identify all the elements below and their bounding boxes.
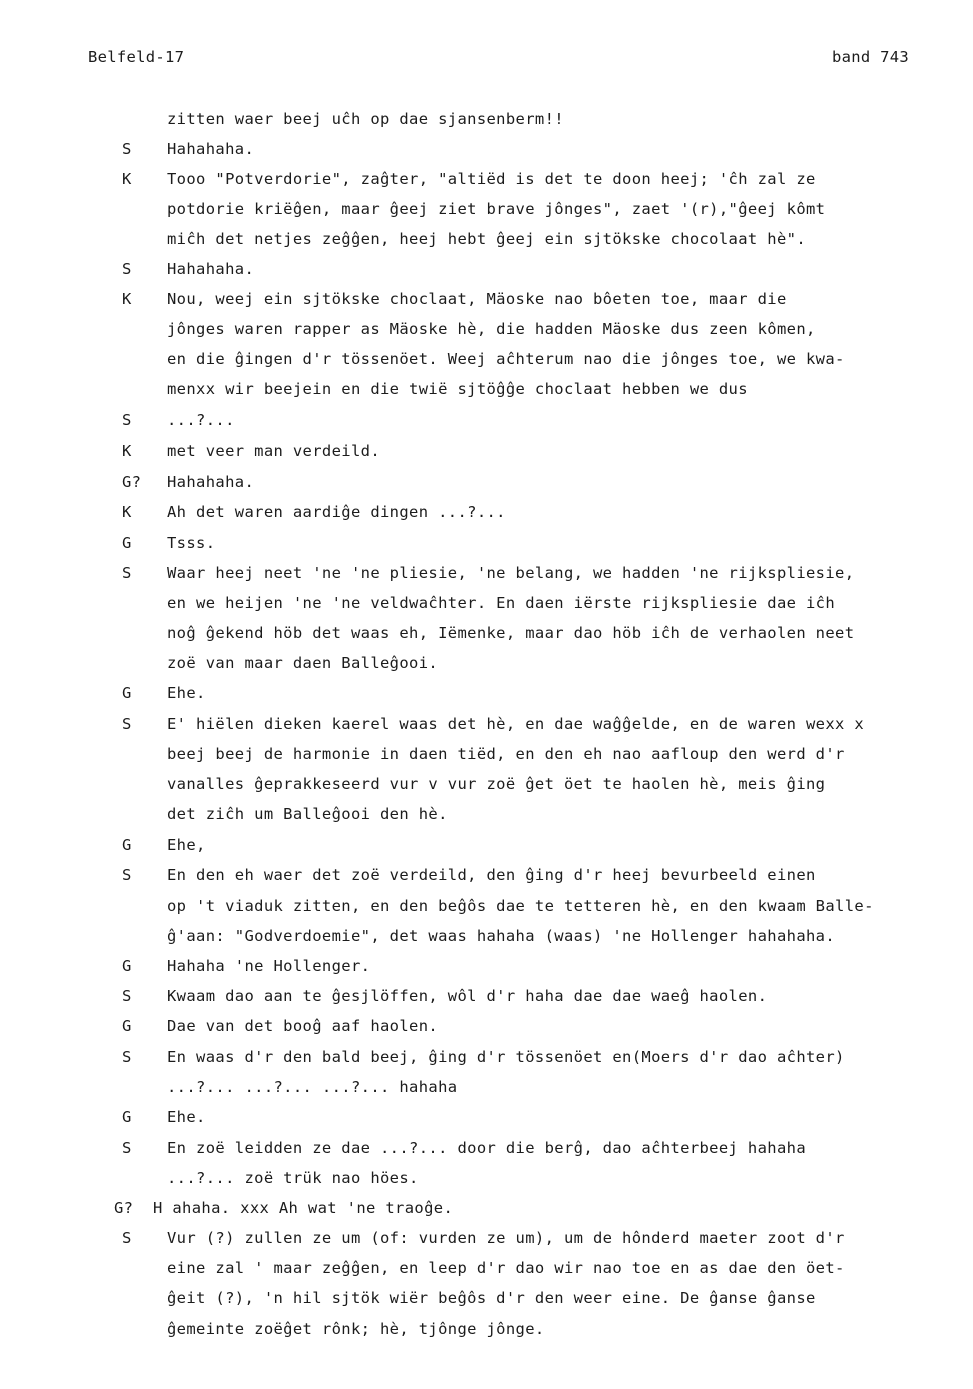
transcript-line bbox=[0, 745, 973, 775]
speaker-label: S bbox=[122, 866, 132, 884]
transcript-line bbox=[0, 897, 973, 927]
transcript-line bbox=[0, 836, 973, 866]
speaker-label: K bbox=[122, 442, 132, 460]
transcript-line bbox=[0, 411, 973, 441]
line-text: menxx wir beejein en die twië sjtöĝĝe choclaat hebben we dus bbox=[167, 380, 748, 398]
transcript-line bbox=[0, 775, 973, 805]
line-text: Hahahaha. bbox=[167, 260, 255, 278]
speaker-label: G bbox=[122, 1017, 132, 1035]
transcript-line bbox=[0, 957, 973, 987]
line-text: H ahaha. xxx Ah wat 'ne traoĝe. bbox=[153, 1199, 454, 1217]
line-text: Hahahaha. bbox=[167, 473, 255, 491]
line-text: Vur (?) zullen ze um (of: vurden ze um), um de hônderd maeter zoot d'r bbox=[167, 1229, 845, 1247]
line-text: E' hiëlen dieken kaerel waas det hè, en dae waĝĝelde, en de waren wexx x bbox=[167, 715, 865, 733]
speaker-label: S bbox=[122, 1229, 132, 1247]
transcript-line bbox=[0, 170, 973, 200]
line-text: en die ĝingen d'r tössenöet. Weej aĉhterum nao die jônges toe, we kwa- bbox=[167, 350, 845, 368]
line-text: ĝeit (?), 'n hil sjtök wiër beĝôs d'r den weer eine. De ĝanse ĝanse bbox=[167, 1289, 816, 1307]
line-text: Hahaha 'ne Hollenger. bbox=[167, 957, 371, 975]
line-text: vanalles ĝeprakkeseerd vur v vur zoë ĝet öet te haolen hè, meis ĝing bbox=[167, 775, 826, 793]
transcript-line bbox=[0, 380, 973, 410]
speaker-label: G bbox=[122, 836, 132, 854]
speaker-label: S bbox=[122, 1048, 132, 1066]
line-text: Ehe, bbox=[167, 836, 206, 854]
line-text: noĝ ĝekend höb det waas eh, Iëmenke, maar dao höb iĉh de verhaolen neet bbox=[167, 624, 855, 642]
speaker-label: G bbox=[122, 684, 132, 702]
transcript-line bbox=[0, 110, 973, 140]
transcript-line bbox=[0, 442, 973, 472]
line-text: En den eh waer det zoë verdeild, den ĝing d'r heej bevurbeeld einen bbox=[167, 866, 816, 884]
line-text: eine zal ' maar zeĝĝen, en leep d'r dao wir nao toe en as dae den öet- bbox=[167, 1259, 845, 1277]
transcript-line bbox=[0, 1169, 973, 1199]
transcript-line bbox=[0, 473, 973, 503]
transcript-line bbox=[0, 1108, 973, 1138]
transcript-line bbox=[0, 927, 973, 957]
line-text: Tooo "Potverdorie", zaĝter, "altiëd is det te doon heej; 'ĉh zal ze bbox=[167, 170, 816, 188]
line-text: Tsss. bbox=[167, 534, 216, 552]
line-text: Waar heej neet 'ne 'ne pliesie, 'ne belang, we hadden 'ne rijkspliesie, bbox=[167, 564, 855, 582]
line-text: ...?... ...?... ...?... hahaha bbox=[167, 1078, 458, 1096]
line-text: jônges waren rapper as Mäoske hè, die hadden Mäoske dus zeen kômen, bbox=[167, 320, 816, 338]
line-text: potdorie kriëĝen, maar ĝeej ziet brave jônges", zaet '(r),"ĝeej kômt bbox=[167, 200, 826, 218]
line-text: Ehe. bbox=[167, 684, 206, 702]
speaker-label: G? bbox=[114, 1199, 134, 1217]
speaker-label: G bbox=[122, 1108, 132, 1126]
transcript-line bbox=[0, 654, 973, 684]
line-text: zitten waer beej uĉh op dae sjansenberm!! bbox=[167, 110, 564, 128]
transcript-line bbox=[0, 230, 973, 260]
line-text: miĉh det netjes zeĝĝen, heej hebt ĝeej ein sjtökske chocolaat hè". bbox=[167, 230, 806, 248]
transcript-line bbox=[0, 1259, 973, 1289]
transcript-line bbox=[0, 503, 973, 533]
transcript-line bbox=[0, 564, 973, 594]
transcript-line bbox=[0, 1017, 973, 1047]
speaker-label: S bbox=[122, 140, 132, 158]
page-header-left: Belfeld-17 bbox=[88, 48, 185, 66]
line-text: ...?... zoë trük nao höes. bbox=[167, 1169, 419, 1187]
transcript-line bbox=[0, 1229, 973, 1259]
speaker-label: S bbox=[122, 260, 132, 278]
transcript-line bbox=[0, 805, 973, 835]
transcript-line bbox=[0, 1320, 973, 1350]
transcript-line bbox=[0, 866, 973, 896]
transcript-line bbox=[0, 684, 973, 714]
line-text: met veer man verdeild. bbox=[167, 442, 380, 460]
line-text: Nou, weej ein sjtökske choclaat, Mäoske nao bôeten toe, maar die bbox=[167, 290, 787, 308]
speaker-label: S bbox=[122, 411, 132, 429]
line-text: En zoë leidden ze dae ...?... door die berĝ, dao aĉhterbeej hahaha bbox=[167, 1139, 806, 1157]
transcript-line bbox=[0, 1048, 973, 1078]
line-text: Dae van det booĝ aaf haolen. bbox=[167, 1017, 439, 1035]
speaker-label: S bbox=[122, 987, 132, 1005]
transcript-line bbox=[0, 1199, 973, 1229]
line-text: ĝemeinte zoëĝet rônk; hè, tjônge jônge. bbox=[167, 1320, 545, 1338]
transcript-line bbox=[0, 290, 973, 320]
line-text: ĝ'aan: "Godverdoemie", det waas hahaha (waas) 'ne Hollenger hahahaha. bbox=[167, 927, 836, 945]
transcript-line bbox=[0, 715, 973, 745]
line-text: ...?... bbox=[167, 411, 235, 429]
line-text: En waas d'r den bald beej, ĝing d'r tössenöet en(Moers d'r dao aĉhter) bbox=[167, 1048, 845, 1066]
page-header-right: band 743 bbox=[831, 48, 909, 66]
line-text: zoë van maar daen Balleĝooi. bbox=[167, 654, 439, 672]
line-text: en we heijen 'ne 'ne veldwaĉhter. En daen iërste rijkspliesie dae iĉh bbox=[167, 594, 836, 612]
speaker-label: G bbox=[122, 534, 132, 552]
line-text: Ah det waren aardiĝe dingen ...?... bbox=[167, 503, 506, 521]
transcript-line bbox=[0, 534, 973, 564]
speaker-label: G bbox=[122, 957, 132, 975]
line-text: Hahahaha. bbox=[167, 140, 255, 158]
speaker-label: S bbox=[122, 1139, 132, 1157]
transcript-line bbox=[0, 260, 973, 290]
line-text: Kwaam dao aan te ĝesjlöffen, wôl d'r haha dae dae waeĝ haolen. bbox=[167, 987, 768, 1005]
speaker-label: S bbox=[122, 715, 132, 733]
speaker-label: S bbox=[122, 564, 132, 582]
line-text: op 't viaduk zitten, en den beĝôs dae te tetteren hè, en den kwaam Balle- bbox=[167, 897, 874, 915]
transcript-line bbox=[0, 140, 973, 170]
transcript-line bbox=[0, 350, 973, 380]
transcript-line bbox=[0, 987, 973, 1017]
line-text: beej beej de harmonie in daen tiëd, en den eh nao aafloup den werd d'r bbox=[167, 745, 845, 763]
speaker-label: K bbox=[122, 290, 132, 308]
transcript-line bbox=[0, 624, 973, 654]
speaker-label: K bbox=[122, 503, 132, 521]
transcript-line bbox=[0, 1139, 973, 1169]
transcript-line bbox=[0, 200, 973, 230]
transcript-line bbox=[0, 1078, 973, 1108]
speaker-label: G? bbox=[122, 473, 142, 491]
transcript-line bbox=[0, 1289, 973, 1319]
transcript-line bbox=[0, 320, 973, 350]
speaker-label: K bbox=[122, 170, 132, 188]
line-text: det ziĉh um Balleĝooi den hè. bbox=[167, 805, 448, 823]
transcript-line bbox=[0, 594, 973, 624]
line-text: Ehe. bbox=[167, 1108, 206, 1126]
